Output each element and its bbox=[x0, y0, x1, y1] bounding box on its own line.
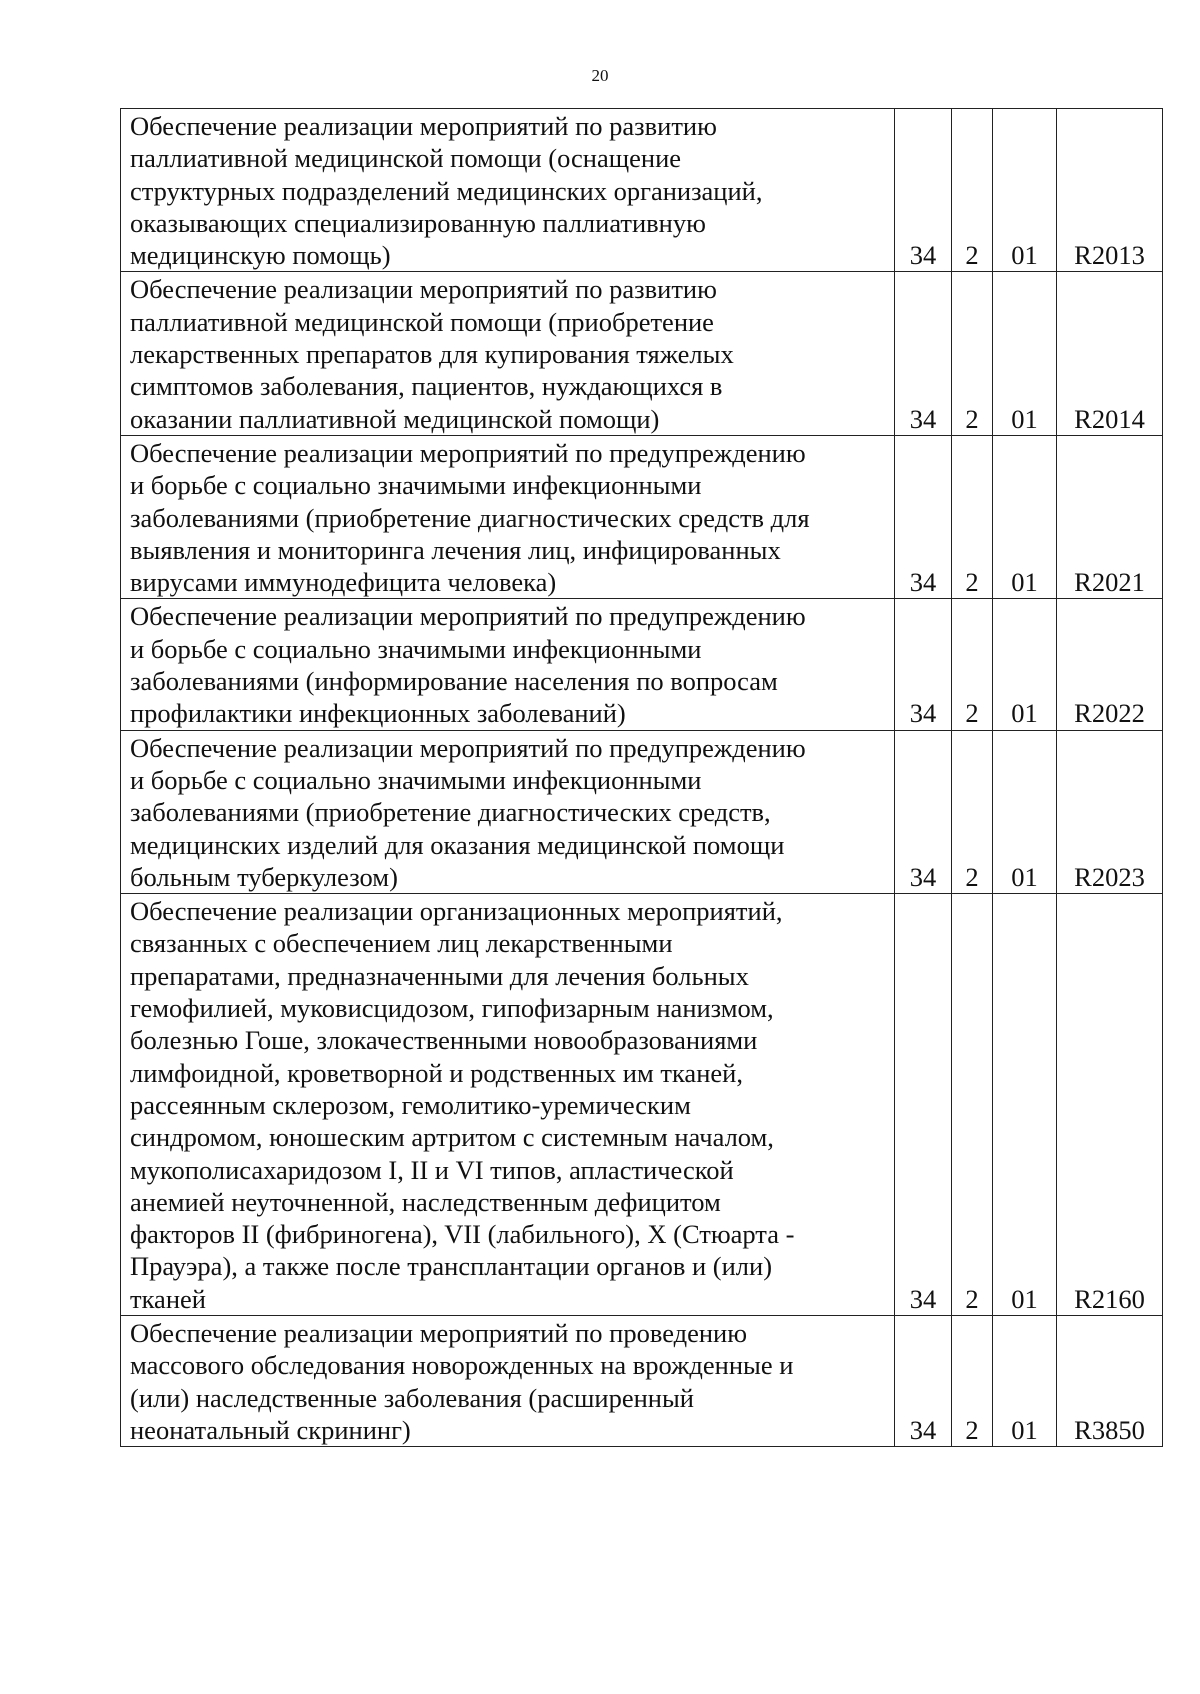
table-row bbox=[121, 435, 1163, 598]
target-code-cell: R3850 bbox=[1057, 1315, 1163, 1446]
code-34-cell: 34 bbox=[895, 272, 952, 435]
code-01-cell: 01 bbox=[993, 1315, 1057, 1446]
table-row bbox=[121, 599, 1163, 730]
code-2-cell: 2 bbox=[952, 109, 993, 272]
item-name: Обеспечение реализации мероприятий по предупреждению и борьбе с социально значимыми инфекционными заболеваниями (приобретение диагностических средств, медицинских изделий для оказания медицинской помощи больным туберкулезом) bbox=[130, 732, 806, 892]
item-name-cell bbox=[121, 894, 895, 1316]
budget-classification-table bbox=[120, 108, 1163, 1447]
code-2-cell: 2 bbox=[952, 435, 993, 598]
code-2-cell: 2 bbox=[952, 894, 993, 1316]
item-name-cell bbox=[121, 435, 895, 598]
target-code-cell: R2023 bbox=[1057, 730, 1163, 893]
item-name-cell bbox=[121, 1315, 895, 1446]
table-row bbox=[121, 1315, 1163, 1446]
code-01-cell: 01 bbox=[993, 599, 1057, 730]
item-name: Обеспечение реализации мероприятий по развитию паллиативной медицинской помощи (приобретение лекарственных препаратов для купирования тяжелых симптомов заболевания, пациентов, нуждающихся в оказании паллиативной медицинской помощи) bbox=[130, 274, 734, 434]
item-name-cell bbox=[121, 109, 895, 272]
code-34-cell: 34 bbox=[895, 109, 952, 272]
item-name: Обеспечение реализации мероприятий по развитию паллиативной медицинской помощи (оснащение структурных подразделений медицинских организаций, оказывающих специализированную паллиативную медицинскую помощь) bbox=[130, 111, 763, 271]
code-34-cell: 34 bbox=[895, 599, 952, 730]
code-34-cell: 34 bbox=[895, 730, 952, 893]
code-01-cell: 01 bbox=[993, 894, 1057, 1316]
item-name-cell bbox=[121, 599, 895, 730]
code-2-cell: 2 bbox=[952, 599, 993, 730]
target-code-cell: R2021 bbox=[1057, 435, 1163, 598]
target-code-cell: R2013 bbox=[1057, 109, 1163, 272]
code-01-cell: 01 bbox=[993, 272, 1057, 435]
item-name: Обеспечение реализации организационных мероприятий, связанных с обеспечением лиц лекарственными препаратами, предназначенными для лечения больных гемофилией, муковисцидозом, гипофизарным нанизмом, болезнью Гоше, злокачественными новообразованиями лимфоидной, кроветворной и родственных им тканей, рассеянным склерозом, гемолитико-уремическим синдромом, юношеским артритом с системным началом, мукополисахаридозом I, II и VI типов, апластической анемией неуточненной, наследственным дефицитом факторов II (фибриногена), VII (лабильного), X (Стюарта - Прауэра), а также после трансплантации органов и (или) тканей bbox=[130, 896, 795, 1314]
item-name: Обеспечение реализации мероприятий по предупреждению и борьбе с социально значимыми инфекционными заболеваниями (информирование населения по вопросам профилактики инфекционных заболеваний) bbox=[130, 601, 806, 729]
item-name-cell bbox=[121, 272, 895, 435]
page-number: 20 bbox=[591, 66, 609, 85]
table-row bbox=[121, 272, 1163, 435]
target-code-cell: R2160 bbox=[1057, 894, 1163, 1316]
table-row bbox=[121, 894, 1163, 1316]
target-code-cell: R2022 bbox=[1057, 599, 1163, 730]
code-01-cell: 01 bbox=[993, 730, 1057, 893]
code-01-cell: 01 bbox=[993, 109, 1057, 272]
code-2-cell: 2 bbox=[952, 730, 993, 893]
table-row bbox=[121, 730, 1163, 893]
table-body bbox=[121, 109, 1163, 1447]
code-2-cell: 2 bbox=[952, 272, 993, 435]
item-name: Обеспечение реализации мероприятий по проведению массового обследования новорожденных на врожденные и (или) наследственные заболевания (расширенный неонатальный скрининг) bbox=[130, 1317, 794, 1445]
target-code-cell: R2014 bbox=[1057, 272, 1163, 435]
table-row bbox=[121, 109, 1163, 272]
code-2-cell: 2 bbox=[952, 1315, 993, 1446]
item-name: Обеспечение реализации мероприятий по предупреждению и борьбе с социально значимыми инфекционными заболеваниями (приобретение диагностических средств для выявления и мониторинга лечения лиц, инфицированных вирусами иммунодефицита человека) bbox=[130, 437, 810, 598]
item-name-cell bbox=[121, 730, 895, 893]
code-01-cell: 01 bbox=[993, 435, 1057, 598]
code-34-cell: 34 bbox=[895, 1315, 952, 1446]
code-34-cell: 34 bbox=[895, 894, 952, 1316]
code-34-cell: 34 bbox=[895, 435, 952, 598]
